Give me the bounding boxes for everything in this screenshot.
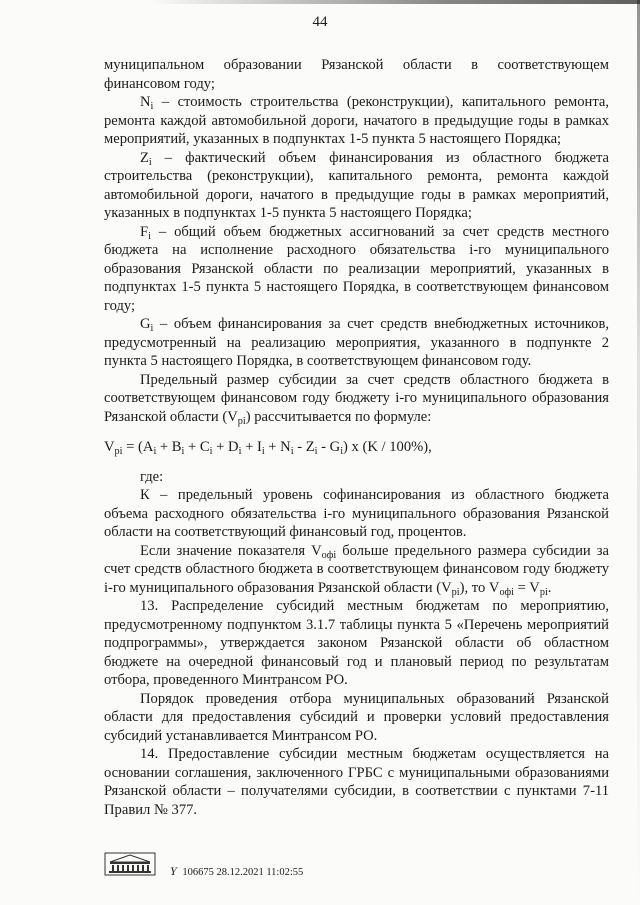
selection-procedure: Порядок проведения отбора муниципальных образований Рязанской области для предоставления субсидий и проверки условий предоставления субсидий устанавливается Минтрансом РО.: [104, 690, 609, 744]
where-label: где:: [140, 468, 164, 485]
document-body: [104, 56, 609, 819]
page-number: 44: [312, 14, 328, 30]
formula: $V_{pi} = (A_i + B_i + C_i + D_i + I_i + N_i - Z_i - G_i)$ x (K / 100%),: [104, 439, 432, 457]
building-emblem-icon: [104, 852, 156, 876]
definition-f: $F_i$ – общий объем бюджетных ассигнований за счет средств местного бюджета на исполнение расходного обязательства i-го муниципального образования Рязанской области по реализации мероприятий, указанных в подпунктах 1-5 пункта 5 настоящего Порядка, в соответствующем финансовом году;: [104, 223, 609, 314]
timestamp: 28.12.2021 11:02:55: [216, 867, 304, 878]
definition-z: $Z_i$ – фактический объем финансирования из областного бюджета строительства (реконструкции), капитального ремонта, ремонта каждой автомобильной дороги, начатого в предыдущие годы в рамках мероприятий, указанных в подпунктах 1-5 пункта 5 настоящего Порядка;: [104, 149, 609, 221]
registration-mark: [170, 864, 303, 879]
paragraph: муниципальном образовании Рязанской области в соответствующем финансовом году;: [104, 57, 609, 92]
subsidy-limit-paragraph: Предельный размер субсидии за счет средств областного бюджета в соответствующем финансовом году бюджету i-го муниципального образования Рязанской области $(V_{pi})$ рассчитывается по формуле:: [104, 371, 609, 427]
condition-paragraph: Если значение показателя $V_{офi}$ больше предельного размера субсидии за счет средств областного бюджета в соответствующем финансовом году бюджету i-го муниципального образования Рязанской области $(V_{pi})$, то $V_{офi} = V_{pi}$.: [104, 542, 609, 598]
scan-edge-shadow: [150, 0, 640, 4]
signature-tick-icon: Ү: [170, 864, 177, 878]
doc-number: 106675: [182, 867, 214, 878]
definition-n: $N_i$ – стоимость строительства (реконструкции), капитального ремонта, ремонта каждой автомобильной дороги, начатого в предыдущие годы в рамках мероприятий, указанных в подпунктах 1-5 пункта 5 настоящего Порядка;: [104, 94, 609, 147]
clause-13: 13. Распределение субсидий местным бюджетам по мероприятию, предусмотренному подпунктом 3.1.7 таблицы пункта 5 «Перечень мероприятий подпрограммы», утверждается законом Рязанской области об областном бюджете на очередной финансовый год и плановый период по результатам отбора, проведенного Минтрансом РО.: [104, 598, 609, 688]
definition-k: К – предельный уровень софинансирования из областного бюджета объема расходного обязательства i-го муниципального образования Рязанской области на соответствующий финансовый год, процентов.: [104, 487, 609, 540]
definition-g: $G_i$ – объем финансирования за счет средств внебюджетных источников, предусмотренный на реализацию мероприятия, указанного в подпункте 2 пункта 5 настоящего Порядка, в соответствующем финансовом году.: [104, 316, 609, 369]
document-footer: [104, 852, 504, 892]
clause-14: 14. Предоставление субсидии местным бюджетам осуществляется на основании соглашения, заключенного ГРБС с муниципальными образованиями Рязанской области – получателями субсидии, в соответствии с пунктами 7-11 Правил № 377.: [104, 746, 609, 818]
